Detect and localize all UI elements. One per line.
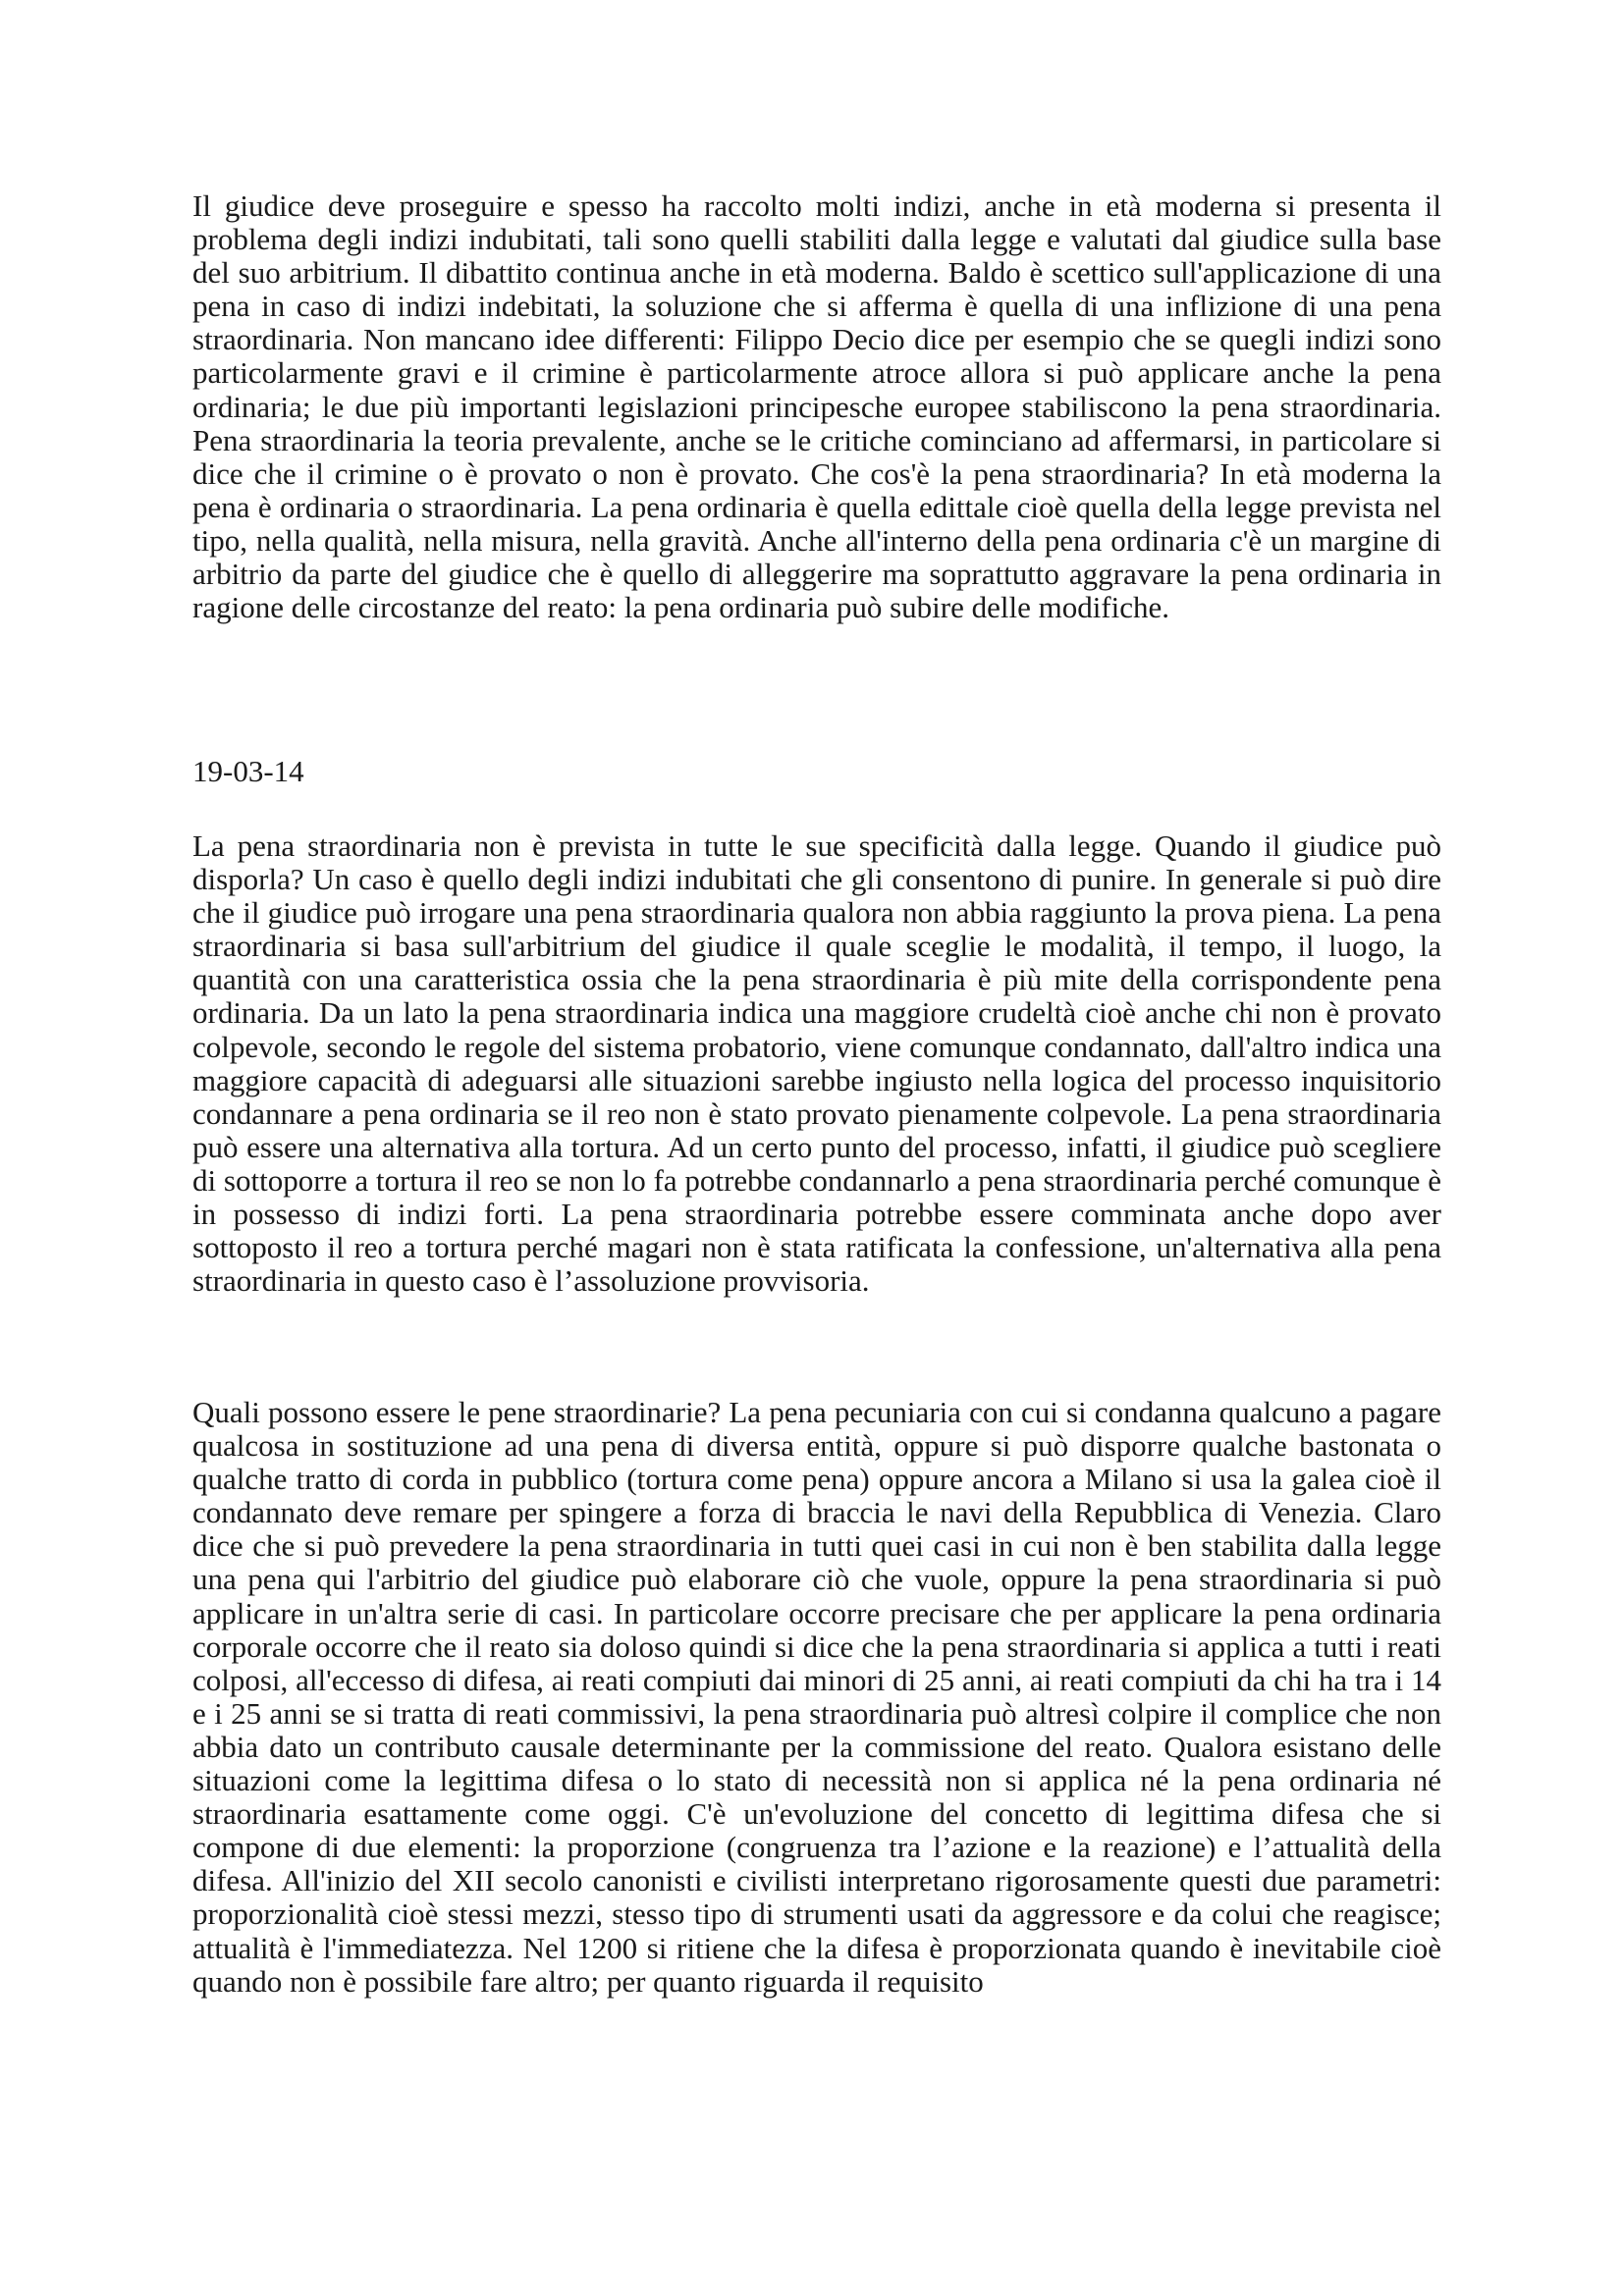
paragraph-indizi-indubitati: Il giudice deve proseguire e spesso ha raccolto molti indizi, anche in età moderna si presenta il problema degli indizi indubitati, tali sono quelli stabiliti dalla legge e valutati dal giudice sulla base del suo arbitrium. Il dibattito continua anche in età moderna. Baldo è scettico sull'applicazione di una pena in caso di indizi indebitati, la soluzione che si afferma è quella di una inflizione di una pena straordinaria. Non mancano idee differenti: Filippo Decio dice per esempio che se quegli indizi sono particolarmente gravi e il crimine è particolarmente atroce allora si può applicare anche la pena ordinaria; le due più importanti legislazioni principesche europee stabiliscono la pena straordinaria. Pena straordinaria la teoria prevalente, anche se le critiche cominciano ad affermarsi, in particolare si dice che il crimine o è provato o non è provato. Che cos'è la pena straordinaria? In età moderna la pena è ordinaria o straordinaria. La pena ordinaria è quella edittale cioè quella della legge prevista nel tipo, nella qualità, nella misura, nella gravità. Anche all'interno della pena ordinaria c'è un margine di arbitrio da parte del giudice che è quello di alleggerire ma soprattutto aggravare la pena ordinaria in ragione delle circostanze del reato: la pena ordinaria può subire delle modifiche. bbox=[192, 188, 1441, 625]
paragraph-pene-straordinarie: Quali possono essere le pene straordinarie? La pena pecuniaria con cui si condanna qualcuno a pagare qualcosa in sostituzione ad una pena di diversa entità, oppure si può disporre qualche bastonata o qualche tratto di corda in pubblico (tortura come pena) oppure ancora a Milano si usa la galea cioè il condannato deve remare per spingere a forza di braccia le navi della Repubblica di Venezia. Claro dice che si può prevedere la pena straordinaria in tutti quei casi in cui non è ben stabilita dalla legge una pena qui l'arbitrio del giudice può elaborare ciò che vuole, oppure la pena straordinaria si può applicare in un'altra serie di casi. In particolare occorre precisare che per applicare la pena ordinaria corporale occorre che il reato sia doloso quindi si dice che la pena straordinaria si applica a tutti i reati colposi, all'eccesso di difesa, ai reati compiuti dai minori di 25 anni, ai reati compiuti da chi ha tra i 14 e i 25 anni se si tratta di reati commissivi, la pena straordinaria può altresì colpire il complice che non abbia dato un contributo causale determinante per la commissione del reato. Qualora esistano delle situazioni come la legittima difesa o lo stato di necessità non si applica né la pena ordinaria né straordinaria esattamente come oggi. C'è un'evoluzione del concetto di legittima difesa che si compone di due elementi: la proporzione (congruenza tra l’azione e la reazione) e l’attualità della difesa. All'inizio del XII secolo canonisti e civilisti interpretano rigorosamente questi due parametri: proporzionalità cioè stessi mezzi, stesso tipo di strumenti usati da aggressore e da colui che reagisce; attualità è l'immediatezza. Nel 1200 si ritiene che la difesa è proporzionata quando è inevitabile cioè quando non è possibile fare altro; per quanto riguarda il requisito bbox=[192, 1395, 1441, 1999]
paragraph-pena-straordinaria: La pena straordinaria non è prevista in tutte le sue specificità dalla legge. Quando il giudice può disporla? Un caso è quello degli indizi indubitati che gli consentono di punire. In generale si può dire che il giudice può irrogare una pena straordinaria qualora non abbia raggiunto la prova piena. La pena straordinaria si basa sull'arbitrium del giudice il quale sceglie le modalità, il tempo, il luogo, la quantità con una caratteristica ossia che la pena straordinaria è più mite della corrispondente pena ordinaria. Da un lato la pena straordinaria indica una maggiore crudeltà cioè anche chi non è provato colpevole, secondo le regole del sistema probatorio, viene comunque condannato, dall'altro indica una maggiore capacità di adeguarsi alle situazioni sarebbe ingiusto nella logica del processo inquisitorio condannare a pena ordinaria se il reo non è stato provato pienamente colpevole. La pena straordinaria può essere una alternativa alla tortura. Ad un certo punto del processo, infatti, il giudice può scegliere di sottoporre a tortura il reo se non lo fa potrebbe condannarlo a pena straordinaria perché comunque è in possesso di indizi forti. La pena straordinaria potrebbe essere comminata anche dopo aver sottoposto il reo a tortura perché magari non è stata ratificata la confessione, un'alternativa alla pena straordinaria in questo caso è l’assoluzione provvisoria. bbox=[192, 828, 1441, 1299]
date-heading: 19-03-14 bbox=[192, 754, 304, 788]
